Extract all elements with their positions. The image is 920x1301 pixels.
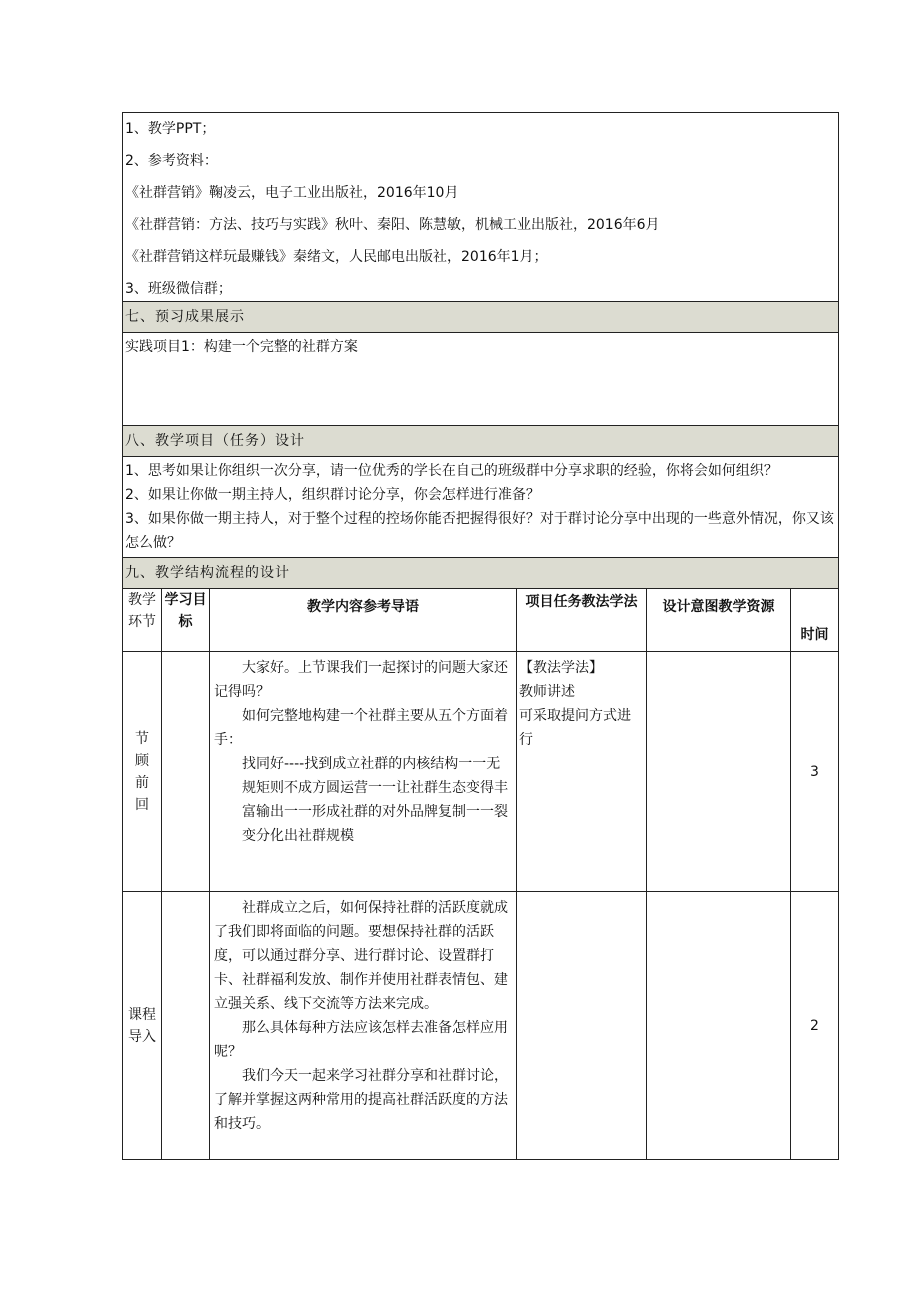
content-paragraph: 如何完整地构建一个社群主要从五个方面着手： xyxy=(214,708,508,748)
header-design: 设计意图教学资源 xyxy=(647,589,791,652)
task-item: 2、如果让你做一期主持人，组织群讨论分享，你会怎样进行准备？ xyxy=(125,487,540,503)
content-paragraph: 大家好。上节课我们一起探讨的问题大家还记得吗？ xyxy=(214,660,508,700)
section8-content-row xyxy=(123,457,839,558)
resources-cell xyxy=(123,113,839,302)
method-line: 【教法学法】 xyxy=(519,660,603,676)
stage-cell xyxy=(123,652,162,892)
lesson-plan-page xyxy=(122,112,838,1160)
header-goal: 学习目标 xyxy=(162,589,210,652)
design-cell xyxy=(647,652,791,892)
content-paragraph: 找同好----找到成立社群的内核结构一一无规矩则不成方圆运营一一让社群生态变得丰富输出一一形成社群的对外品牌复制一一裂变分化出社群规模 xyxy=(242,756,508,844)
content-paragraph: 我们今天一起来学习社群分享和社群讨论，了解并掌握这两种常用的提高社群活跃度的方法和技巧。 xyxy=(214,1068,508,1132)
header-content: 教学内容参考导语 xyxy=(210,589,517,652)
section7-title: 七、预习成果展示 xyxy=(123,302,839,333)
goal-cell xyxy=(162,652,210,892)
time-cell: 3 xyxy=(791,652,839,892)
flow-row-review xyxy=(123,652,839,892)
resource-item: 2、参考资料： xyxy=(125,153,218,169)
stage-cell xyxy=(123,892,162,1160)
method-cell xyxy=(517,892,647,1160)
header-time: 时间 xyxy=(791,589,839,652)
content-cell xyxy=(210,652,517,892)
section7-content: 实践项目1：构建一个完整的社群方案 xyxy=(123,333,839,426)
design-cell xyxy=(647,892,791,1160)
method-cell xyxy=(517,652,647,892)
flow-table-header xyxy=(123,589,839,652)
content-cell xyxy=(210,892,517,1160)
lesson-plan-table xyxy=(122,112,839,1160)
section8-title: 八、教学项目（任务）设计 xyxy=(123,426,839,457)
resource-item: 《社群营销》鞠凌云，电子工业出版社，2016年10月 xyxy=(125,185,459,201)
time-cell: 2 xyxy=(791,892,839,1160)
resource-item: 1、教学PPT； xyxy=(125,121,216,137)
content-paragraph: 那么具体每种方法应该怎样去准备怎样应用呢？ xyxy=(214,1020,508,1060)
stage-label: 节顾前回 xyxy=(135,730,149,813)
task-item: 1、思考如果让你组织一次分享，请一位优秀的学长在自己的班级群中分享求职的经验，你将会如何组织？ xyxy=(125,463,778,479)
section8-content xyxy=(123,457,839,558)
section9-header-row xyxy=(123,558,839,589)
stage-label: 课程导入 xyxy=(128,1006,156,1045)
section7-header-row xyxy=(123,302,839,333)
task-item: 3、如果你做一期主持人，对于整个过程的控场你能否把握得很好？对于群讨论分享中出现的一些意外情况，你又该怎么做？ xyxy=(125,511,834,551)
method-line: 可采取提问方式进行 xyxy=(519,708,631,748)
goal-cell xyxy=(162,892,210,1160)
header-method: 项目任务教法学法 xyxy=(517,589,647,652)
resource-item: 《社群营销：方法、技巧与实践》秋叶、秦阳、陈慧敏，机械工业出版社，2016年6月 xyxy=(125,217,660,233)
resources-row xyxy=(123,113,839,302)
content-paragraph: 社群成立之后，如何保持社群的活跃度就成了我们即将面临的问题。要想保持社群的活跃度，可以通过群分享、进行群讨论、设置群打卡、社群福利发放、制作并使用社群表情包、建立强关系、线下交流等方法来完成。 xyxy=(214,900,508,1012)
resource-item: 3、班级微信群； xyxy=(125,281,232,297)
flow-row-intro xyxy=(123,892,839,1160)
section9-title: 九、教学结构流程的设计 xyxy=(123,558,839,589)
resources-list xyxy=(123,113,838,301)
method-line: 教师讲述 xyxy=(519,684,575,700)
section7-content-row xyxy=(123,333,839,426)
section8-header-row xyxy=(123,426,839,457)
resource-item: 《社群营销这样玩最赚钱》秦绪文，人民邮电出版社，2016年1月； xyxy=(125,249,548,265)
header-stage: 教学环节 xyxy=(123,589,162,652)
